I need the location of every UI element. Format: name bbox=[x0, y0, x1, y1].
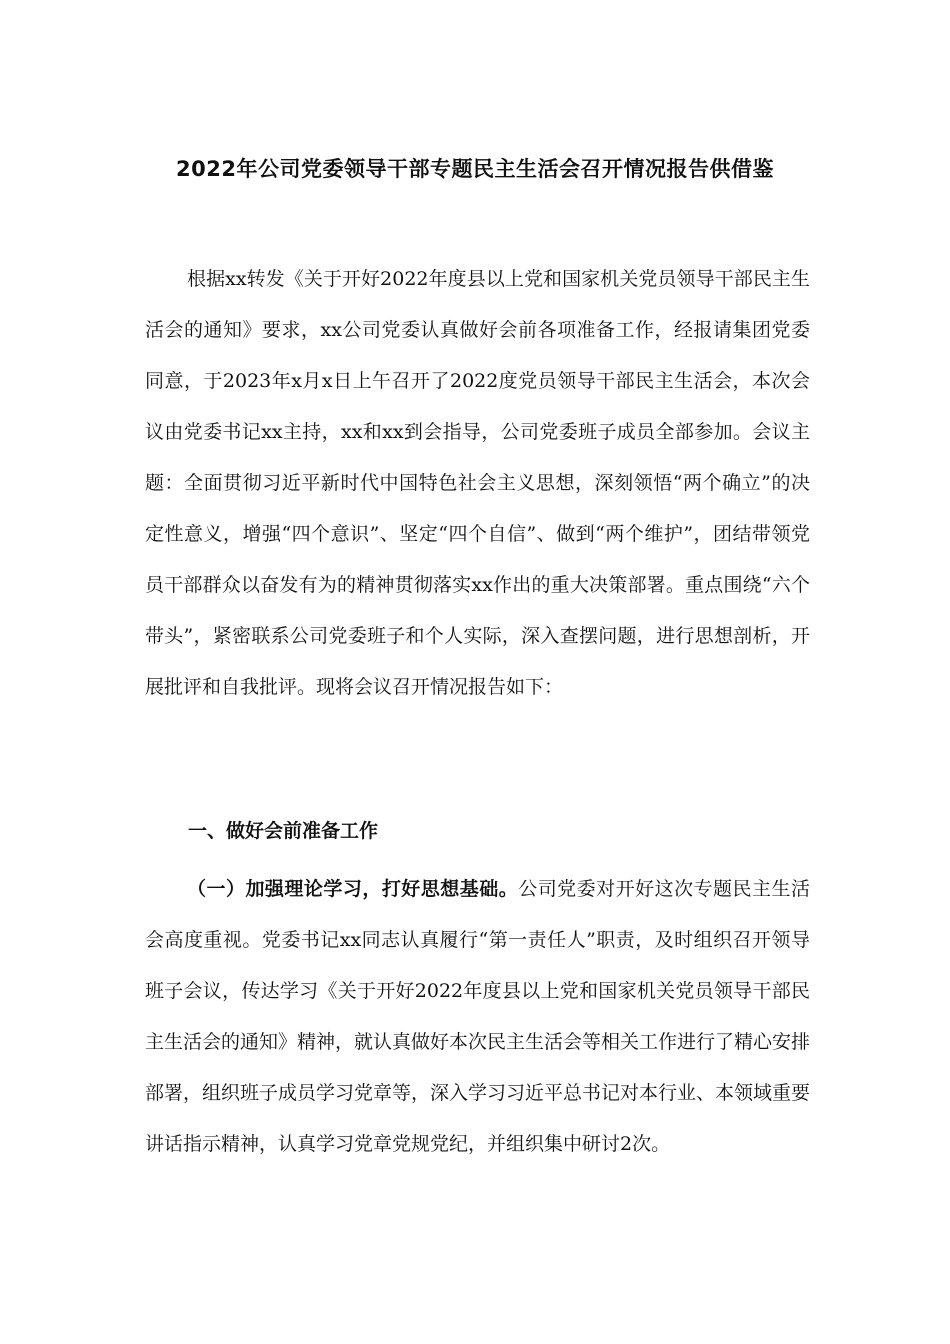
document-title: 2022年公司党委领导干部专题民主生活会召开情况报告供借鉴 bbox=[176, 157, 774, 181]
intro-paragraph: 根据xx转发《关于开好2022年度县以上党和国家机关党员领导干部民主生活会的通知》要求，xx公司党委认真做好会前各项准备工作，经报请集团党委同意，于2023年x月x日上午召开了2022度党员领导干部民主生活会，本次会议由党委书记xx主持，xx和xx到会指导，公司党委班子成员全部参加。会议主题：全面贯彻习近平新时代中国特色社会主义思想，深刻领悟“两个确立”的决定性意义，增强“四个意识”、坚定“四个自信”、做到“两个维护”，团结带领党员干部群众以奋发有为的精神贯彻落实xx作出的重大决策部署。重点围绕“六个带头”，紧密联系公司党委班子和个人实际，深入查摆问题，进行思想剖析，开展批评和自我批评。现将会议召开情况报告如下： bbox=[145, 268, 810, 698]
section-heading: 一、做好会前准备工作 bbox=[188, 820, 379, 842]
subsection-body: 公司党委对开好这次专题民主生活会高度重视。党委书记xx同志认真履行“第一责任人”职责，及时组织召开领导班子会议，传达学习《关于开好2022年度县以上党和国家机关党员领导干部民主生活会的通知》精神，就认真做好本次民主生活会等相关工作进行了精心安排部署，组织班子成员学习党章等，深入学习习近平总书记对本行业、本领域重要讲话指示精神，认真学习党章党规党纪，并组织集中研讨2次。 bbox=[145, 878, 811, 1155]
subsection-paragraph bbox=[145, 864, 810, 1170]
subsection-lead: （一）加强理论学习，打好思想基础。 bbox=[187, 878, 519, 900]
